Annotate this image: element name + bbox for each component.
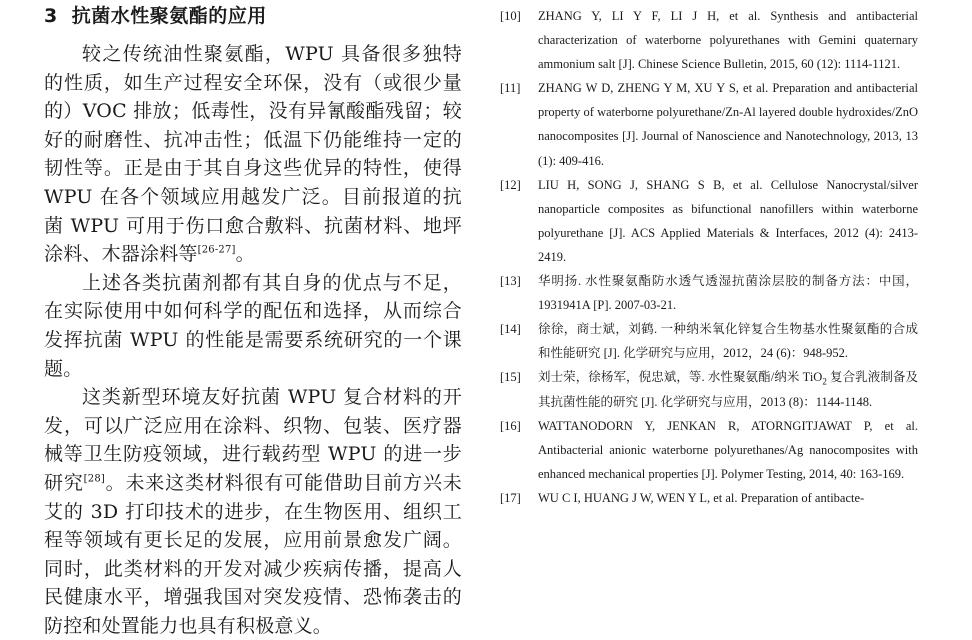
reference-text: 华明扬. 水性聚氨酯防水透气透湿抗菌涂层胶的制备方法：中国，1931941A [P]. 2007-03-21. — [538, 274, 918, 313]
reference-number: [16] — [500, 418, 521, 433]
reference-item — [500, 76, 918, 172]
reference-number: [17] — [500, 490, 521, 505]
paragraph-text: 较之传统油性聚氨酯，WPU 具备很多独特的性质，如生产过程安全环保，没有（或很少量的）VOC 排放；低毒性，没有异氰酸酯残留；较好的耐磨性、抗冲击性；低温下仍能维持一定的韧性等。正是由于其自身这些优异的特性，使得 WPU 在各个领域应用越发广泛。目前报道的抗菌 WPU 可用于伤口愈合敷料、抗菌材料、地坪涂料、木器涂料等 — [44, 43, 462, 266]
reference-text: ZHANG Y, LI Y F, LI J H, et al. Synthesis and antibacterial characterization of waterborne polyurethanes with Gemini quaternary ammonium salt [J]. Chinese Science Bulletin, 2015, 60 (12): 1114-1121. — [538, 9, 918, 72]
reference-number: [12] — [500, 177, 521, 192]
citation[interactable]: [26-27] — [197, 244, 236, 256]
section-heading — [44, 4, 462, 28]
reference-text: ZHANG W D, ZHENG Y M, XU Y S, et al. Preparation and antibacterial property of waterborne polyurethane/Zn-Al layered double hydroxides/ZnO nanocomposites [J]. Journal of Nanoscience and Nanotechnology, 2013, 13 (1): 409-416. — [538, 81, 918, 168]
subscript: 2 — [822, 376, 827, 387]
reference-item — [500, 317, 918, 365]
reference-text: 徐徐，商士斌，刘鹤. 一种纳米氧化锌复合生物基水性聚氨酯的合成和性能研究 [J]. 化学研究与应用，2012，24 (6)：948-952. — [538, 322, 918, 361]
reference-text — [538, 365, 918, 413]
reference-text-part: 复合乳液制备及其抗菌性能的研究 [J]. 化学研究与应用，2013 (8)：1144-1148. — [538, 370, 918, 409]
reference-number: [14] — [500, 322, 521, 337]
paragraph-1 — [44, 40, 462, 269]
section-number: 3 — [44, 5, 58, 27]
reference-text: WU C I, HUANG J W, WEN Y L, et al. Preparation of antibacte- — [538, 490, 865, 505]
reference-text: WATTANODORN Y, JENKAN R, ATORNGITJAWAT P, et al. Antibacterial anionic waterborne polyurethanes/Ag nanocomposites with enhanced mechanical properties [J]. Polymer Testing, 2014, 40: 163-169. — [538, 418, 918, 481]
reference-text-part: 刘士荣，徐杨军，倪忠斌，等. 水性聚氨酯/纳米 TiO — [538, 370, 823, 385]
paragraph-3 — [44, 383, 462, 640]
citation[interactable]: [28] — [83, 473, 105, 485]
reference-number: [15] — [500, 370, 521, 385]
reference-item — [500, 173, 918, 269]
left-column — [44, 4, 462, 640]
references-column — [500, 4, 918, 510]
reference-number: [11] — [500, 81, 521, 96]
paragraph-tail: 。未来这类材料很有可能借助目前方兴未艾的 3D 打印技术的进步，在生物医用、组织工程等领域有更长足的发展，应用前景愈发广阔。同时，此类材料的开发对减少疾病传播，提高人民健康水平，增强我国对突发疫情、恐怖袭击的防控和处置能力也具有积极意义。 — [44, 471, 462, 637]
reference-list — [500, 4, 918, 510]
section-title: 抗菌水性聚氨酯的应用 — [71, 5, 267, 27]
reference-item — [500, 4, 918, 76]
reference-item — [500, 269, 918, 317]
paragraph-tail: 。 — [235, 243, 255, 266]
reference-number: [10] — [500, 9, 521, 23]
reference-text: LIU H, SONG J, SHANG S B, et al. Cellulose Nanocrystal/silver nanoparticle composites as bifunctional nanofillers within waterborne polyurethane [J]. ACS Applied Materials & Interfaces, 2012 (4): 2413-2419. — [538, 177, 918, 264]
reference-item — [500, 414, 918, 486]
paragraph-text: 上述各类抗菌剂都有其自身的优点与不足，在实际使用中如何科学的配伍和选择，从而综合发挥抗菌 WPU 的性能是需要系统研究的一个课题。 — [44, 271, 462, 380]
paragraph-text: 这类新型环境友好抗菌 WPU 复合材料的开发，可以广泛应用在涂料、织物、包装、医疗器械等卫生防疫领域，进行载药型 WPU 的进一步研究 — [44, 386, 462, 494]
reference-item — [500, 486, 918, 510]
reference-item — [500, 365, 918, 413]
reference-number: [13] — [500, 274, 521, 289]
paragraph-2 — [44, 269, 462, 383]
